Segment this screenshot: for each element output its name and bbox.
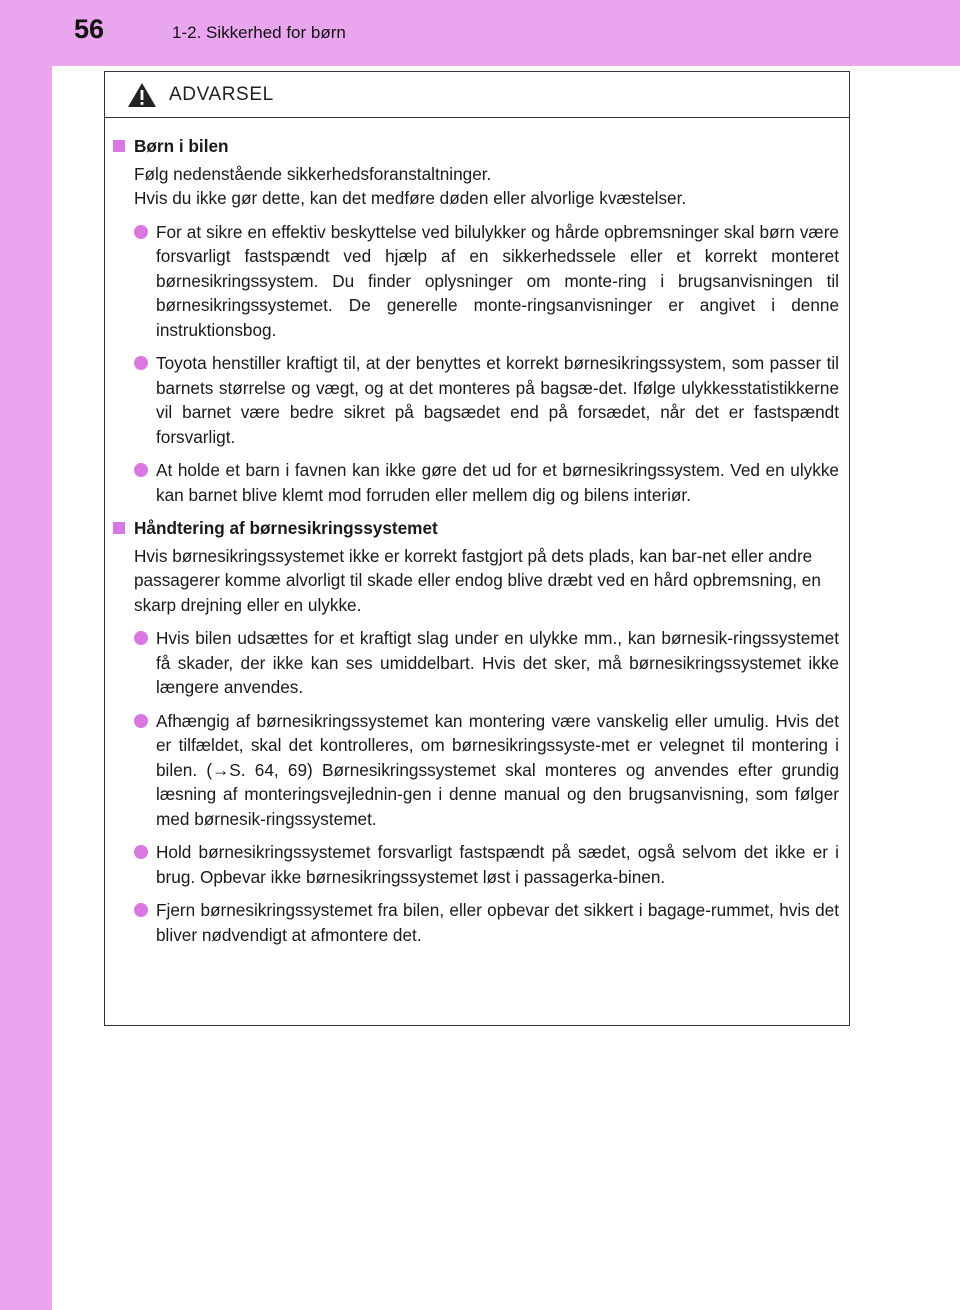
page-number-text: 56 [74, 14, 105, 44]
intro-line: Hvis du ikke gør dette, kan det medføre døden eller alvorlige kvæstelser. [134, 188, 687, 208]
side-tab-stripe [0, 0, 52, 1310]
bullet-dot-icon [134, 463, 148, 477]
section-heading [113, 516, 839, 541]
warning-box [104, 71, 850, 1026]
warning-section [113, 516, 839, 947]
list-item-text: Hvis bilen udsættes for et kraftigt slag under en ulykke mm., kan børnesik-ringssystemet få skader, der ikke kan ses umiddelbart. Hvis det sker, må børnesikringssystemet ikke længere anvendes. [156, 628, 839, 697]
warning-title: ADVARSEL [169, 83, 274, 105]
list-item [113, 898, 839, 947]
bullet-dot-icon [134, 845, 148, 859]
list-item-text: Toyota henstiller kraftigt til, at der benyttes et korrekt børnesikringssystem, som passer til barnets størrelse og vægt, og at det monteres på bagsæ-det. Ifølge ulykkesstatistikkerne vil barnet være bedre sikret på bagsædet end på forsædet, når det er fastspændt forsvarligt. [156, 353, 839, 447]
square-bullet-icon [113, 522, 125, 534]
square-bullet-icon [113, 140, 125, 152]
section-heading-text: Børn i bilen [134, 136, 229, 156]
warning-triangle-icon [127, 82, 157, 108]
list-item-text: Fjern børnesikringssystemet fra bilen, eller opbevar det sikkert i bagage-rummet, hvis det bliver nødvendigt at afmontere det. [156, 900, 839, 945]
list-item [113, 626, 839, 700]
bullet-dot-icon [134, 631, 148, 645]
section-intro [113, 544, 839, 618]
list-item [113, 458, 839, 507]
section-heading-text: Håndtering af børnesikringssystemet [134, 518, 438, 538]
warning-header [105, 72, 849, 118]
intro-line: Følg nedenstående sikkerhedsforanstaltninger. [134, 163, 492, 184]
list-item [113, 351, 839, 449]
section-intro [113, 162, 839, 211]
bullet-dot-icon [134, 356, 148, 370]
list-item [113, 709, 839, 832]
page-number [0, 0, 160, 66]
list-item [113, 220, 839, 343]
intro-line: Hvis børnesikringssystemet ikke er korrekt fastgjort på dets plads, kan bar-net eller andre passagerer komme alvorligt til skade eller endog blive dræbt ved en hård opbremsning, en skarp drejning eller en ulykke. [134, 545, 821, 615]
list-item-text: Afhængig af børnesikringssystemet kan montering være vanskelig eller umulig. Hvis det er tilfældet, skal det kontrolleres, om børnesikringssyste-met er velegnet til montering i bilen. (→S. 64, 69) Børnesikringssystemet skal monteres og anvendes efter grundig læsning af monteringsvejlednin-gen i denne manual og den brugsanvisning, som følger med børnesik-ringssystemet. [156, 710, 839, 829]
list-item-text: Hold børnesikringssystemet forsvarligt fastspændt på sædet, også selvom det ikke er i brug. Opbevar ikke børnesikringssystemet løst i passagerka-binen. [156, 842, 839, 887]
bullet-dot-icon [134, 903, 148, 917]
list-item-text: At holde et barn i favnen kan ikke gøre det ud for et børnesikringssystem. Ved en ulykke kan barnet blive klemt mod forruden eller mellem dig og bilens interiør. [156, 460, 839, 505]
bullet-dot-icon [134, 714, 148, 728]
warning-body [105, 118, 849, 947]
section-heading [113, 134, 839, 159]
bullet-dot-icon [134, 225, 148, 239]
section-title: 1-2. Sikkerhed for børn [172, 23, 346, 42]
list-item-text: For at sikre en effektiv beskyttelse ved bilulykker og hårde opbremsninger skal børn være forsvarligt fastspændt ved hjælp af en sikkerhedssele eller et korrekt monteret børnesikringssystem. Du finder oplysninger om monte-ring i brugsanvisningen til børnesikringssystemet. De generelle monte-ringsanvisninger er angivet i denne instruktionsbog. [156, 221, 839, 340]
warning-section [113, 134, 839, 507]
list-item [113, 840, 839, 889]
